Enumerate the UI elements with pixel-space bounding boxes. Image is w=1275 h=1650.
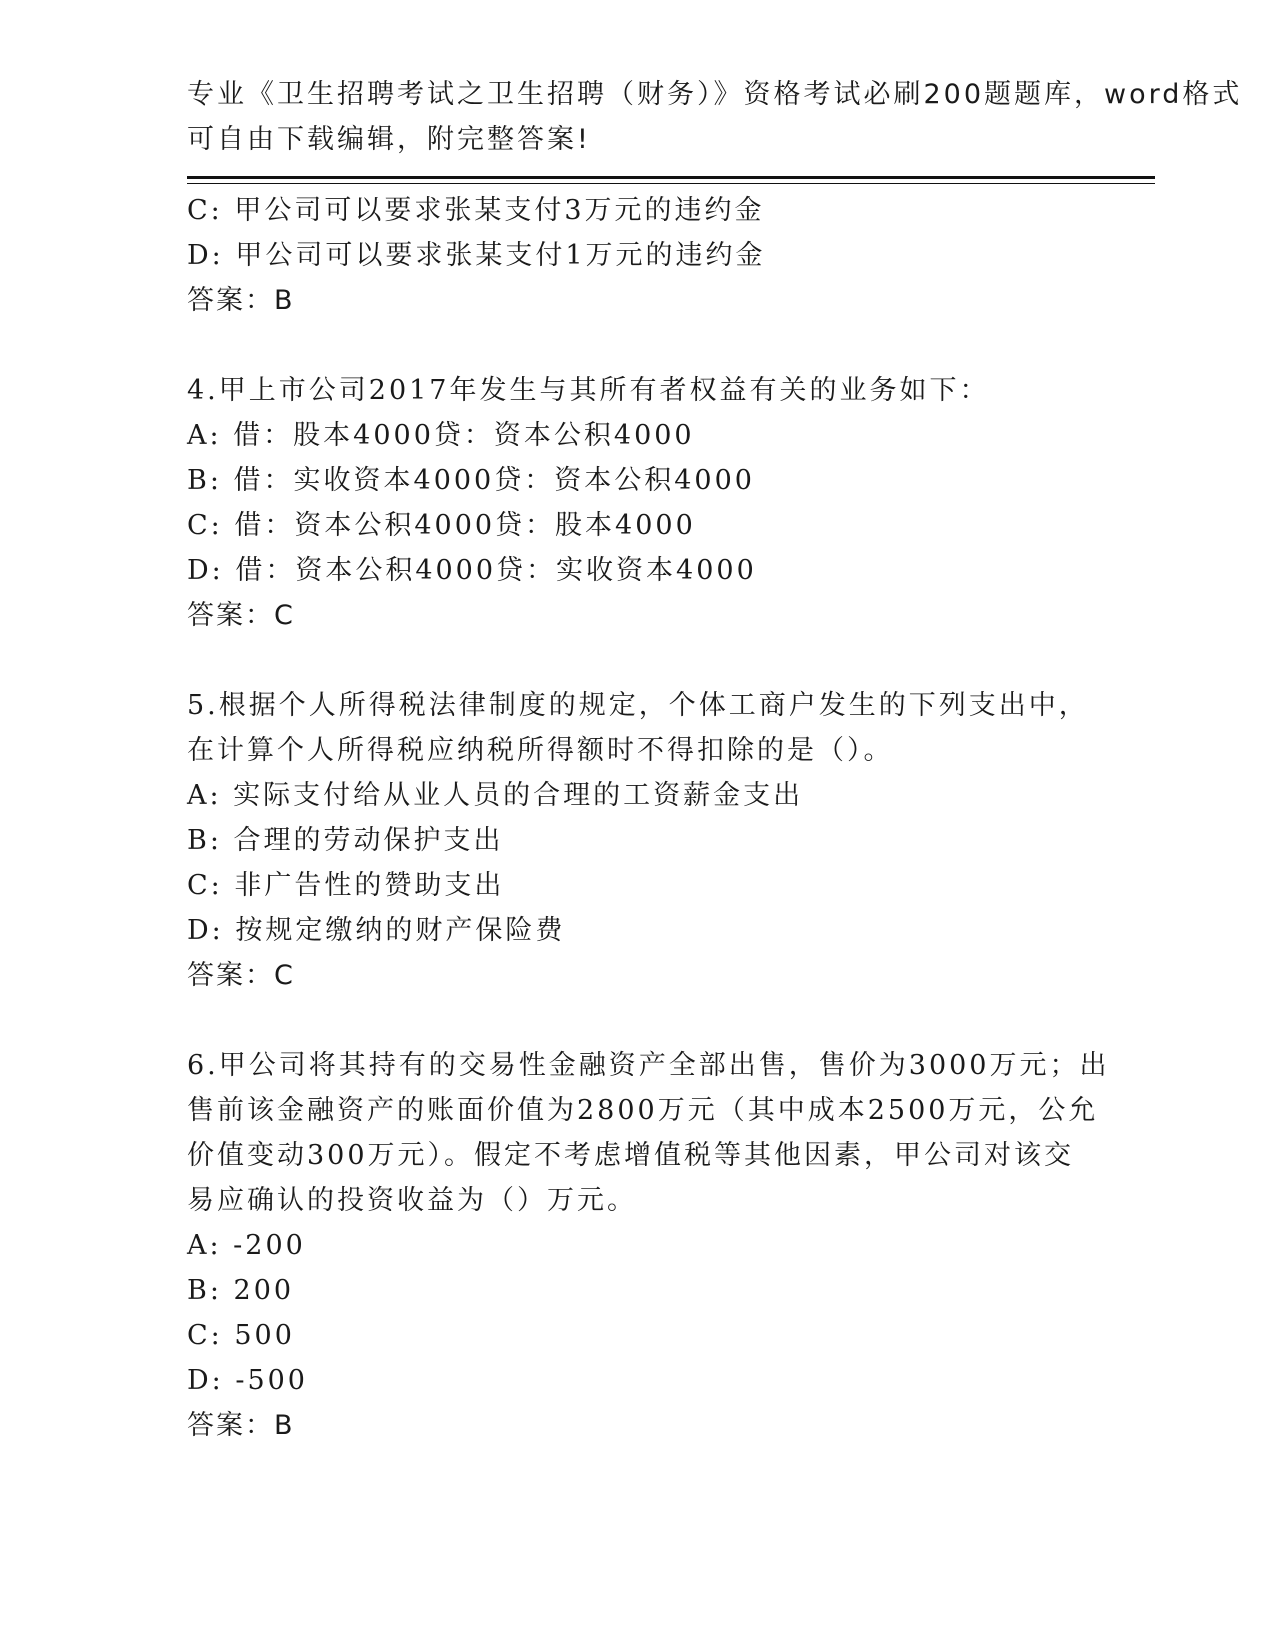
question-3-continued xyxy=(187,188,1087,323)
option-a: A: -200 xyxy=(187,1230,306,1261)
document-header xyxy=(187,72,1243,162)
option-d: D: 按规定缴纳的财产保险费 xyxy=(187,915,566,946)
question-6 xyxy=(187,1043,1110,1448)
header-line-1: 专业《卫生招聘考试之卫生招聘（财务）》资格考试必刷200题题库，word格式 xyxy=(187,79,1243,110)
header-line-2: 可自由下载编辑，附完整答案! xyxy=(187,124,591,155)
question-4 xyxy=(187,368,1087,638)
option-b: B: 合理的劳动保护支出 xyxy=(187,825,504,856)
answer-line: 答案：B xyxy=(187,285,295,316)
answer-line: 答案：C xyxy=(187,960,295,991)
option-b: B: 200 xyxy=(187,1275,295,1306)
option-b: B: 借：实收资本4000贷：资本公积4000 xyxy=(187,465,755,496)
question-stem: 售前该金融资产的账面价值为2800万元（其中成本2500万元，公允 xyxy=(187,1095,1099,1126)
option-c: C: 500 xyxy=(187,1320,295,1351)
header-divider-thick xyxy=(187,176,1155,179)
option-d: D: -500 xyxy=(187,1365,308,1396)
question-stem: 4.甲上市公司2017年发生与其所有者权益有关的业务如下： xyxy=(187,375,990,406)
answer-line: 答案：C xyxy=(187,600,295,631)
answer-line: 答案：B xyxy=(187,1410,295,1441)
question-spacer xyxy=(187,998,1087,1043)
option-d: D: 借：资本公积4000贷：实收资本4000 xyxy=(187,555,757,586)
option-a: A: 实际支付给从业人员的合理的工资薪金支出 xyxy=(187,780,804,811)
question-stem: 在计算个人所得税应纳税所得额时不得扣除的是（）。 xyxy=(187,735,894,766)
question-stem: 6.甲公司将其持有的交易性金融资产全部出售，售价为3000万元；出 xyxy=(187,1050,1110,1081)
question-stem: 易应确认的投资收益为（）万元。 xyxy=(187,1185,637,1216)
question-5 xyxy=(187,683,1087,998)
option-d: D: 甲公司可以要求张某支付1万元的违约金 xyxy=(187,240,766,271)
option-c: C: 甲公司可以要求张某支付3万元的违约金 xyxy=(187,195,765,226)
option-a: A: 借：股本4000贷：资本公积4000 xyxy=(187,420,695,451)
question-stem: 价值变动300万元）。假定不考虑增值税等其他因素，甲公司对该交 xyxy=(187,1140,1075,1171)
option-c: C: 非广告性的赞助支出 xyxy=(187,870,505,901)
document-body xyxy=(187,188,1110,1448)
question-spacer xyxy=(187,323,1087,368)
header-divider-thin xyxy=(187,183,1155,184)
question-spacer xyxy=(187,638,1087,683)
option-c: C: 借：资本公积4000贷：股本4000 xyxy=(187,510,696,541)
question-stem: 5.根据个人所得税法律制度的规定，个体工商户发生的下列支出中， xyxy=(187,690,1089,721)
